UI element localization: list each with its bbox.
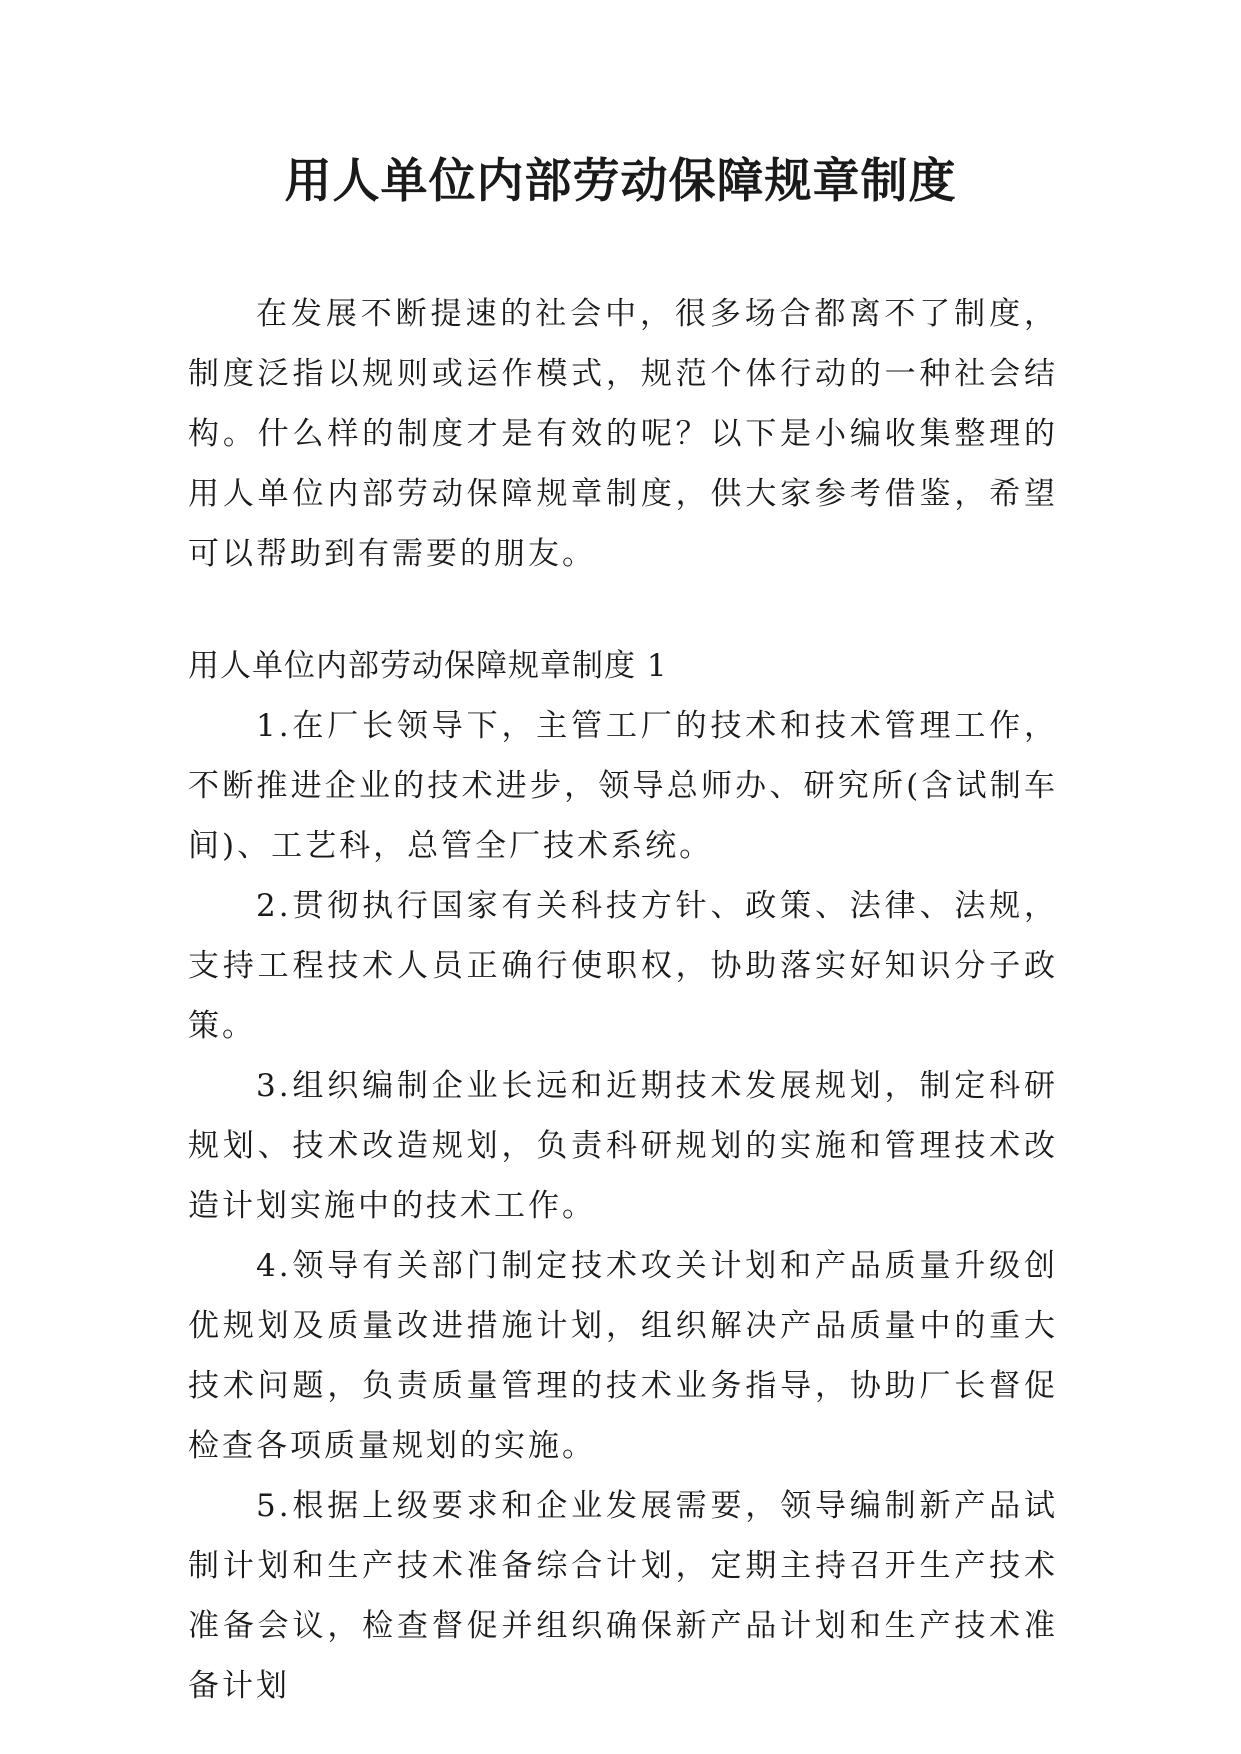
section-heading: 用人单位内部劳动保障规章制度 1 bbox=[188, 648, 668, 684]
regulation-list bbox=[188, 696, 1058, 1716]
regulation-item-1: 1.在厂长领导下，主管工厂的技术和技术管理工作，不断推进企业的技术进步，领导总师办、研究所(含试制车间)、工艺科，总管全厂技术系统。 bbox=[188, 708, 1058, 864]
regulation-item-5: 5.根据上级要求和企业发展需要，领导编制新产品试制计划和生产技术准备综合计划，定期主持召开生产技术准备会议，检查督促并组织确保新产品计划和生产技术准备计划 bbox=[188, 1488, 1058, 1704]
regulation-item-3: 3.组织编制企业长远和近期技术发展规划，制定科研规划、技术改造规划，负责科研规划的实施和管理技术改造计划实施中的技术工作。 bbox=[188, 1068, 1058, 1224]
document-title: 用人单位内部劳动保障规章制度 bbox=[284, 154, 957, 209]
intro-paragraph: 在发展不断提速的社会中，很多场合都离不了制度，制度泛指以规则或运作模式，规范个体行动的一种社会结构。什么样的制度才是有效的呢？以下是小编收集整理的用人单位内部劳动保障规章制度，供大家参考借鉴，希望可以帮助到有需要的朋友。 bbox=[188, 296, 1058, 572]
regulation-item-2: 2.贯彻执行国家有关科技方针、政策、法律、法规，支持工程技术人员正确行使职权，协助落实好知识分子政策。 bbox=[188, 888, 1058, 1044]
regulation-item-4: 4.领导有关部门制定技术攻关计划和产品质量升级创优规划及质量改进措施计划，组织解决产品质量中的重大技术问题，负责质量管理的技术业务指导，协助厂长督促检查各项质量规划的实施。 bbox=[188, 1248, 1058, 1464]
